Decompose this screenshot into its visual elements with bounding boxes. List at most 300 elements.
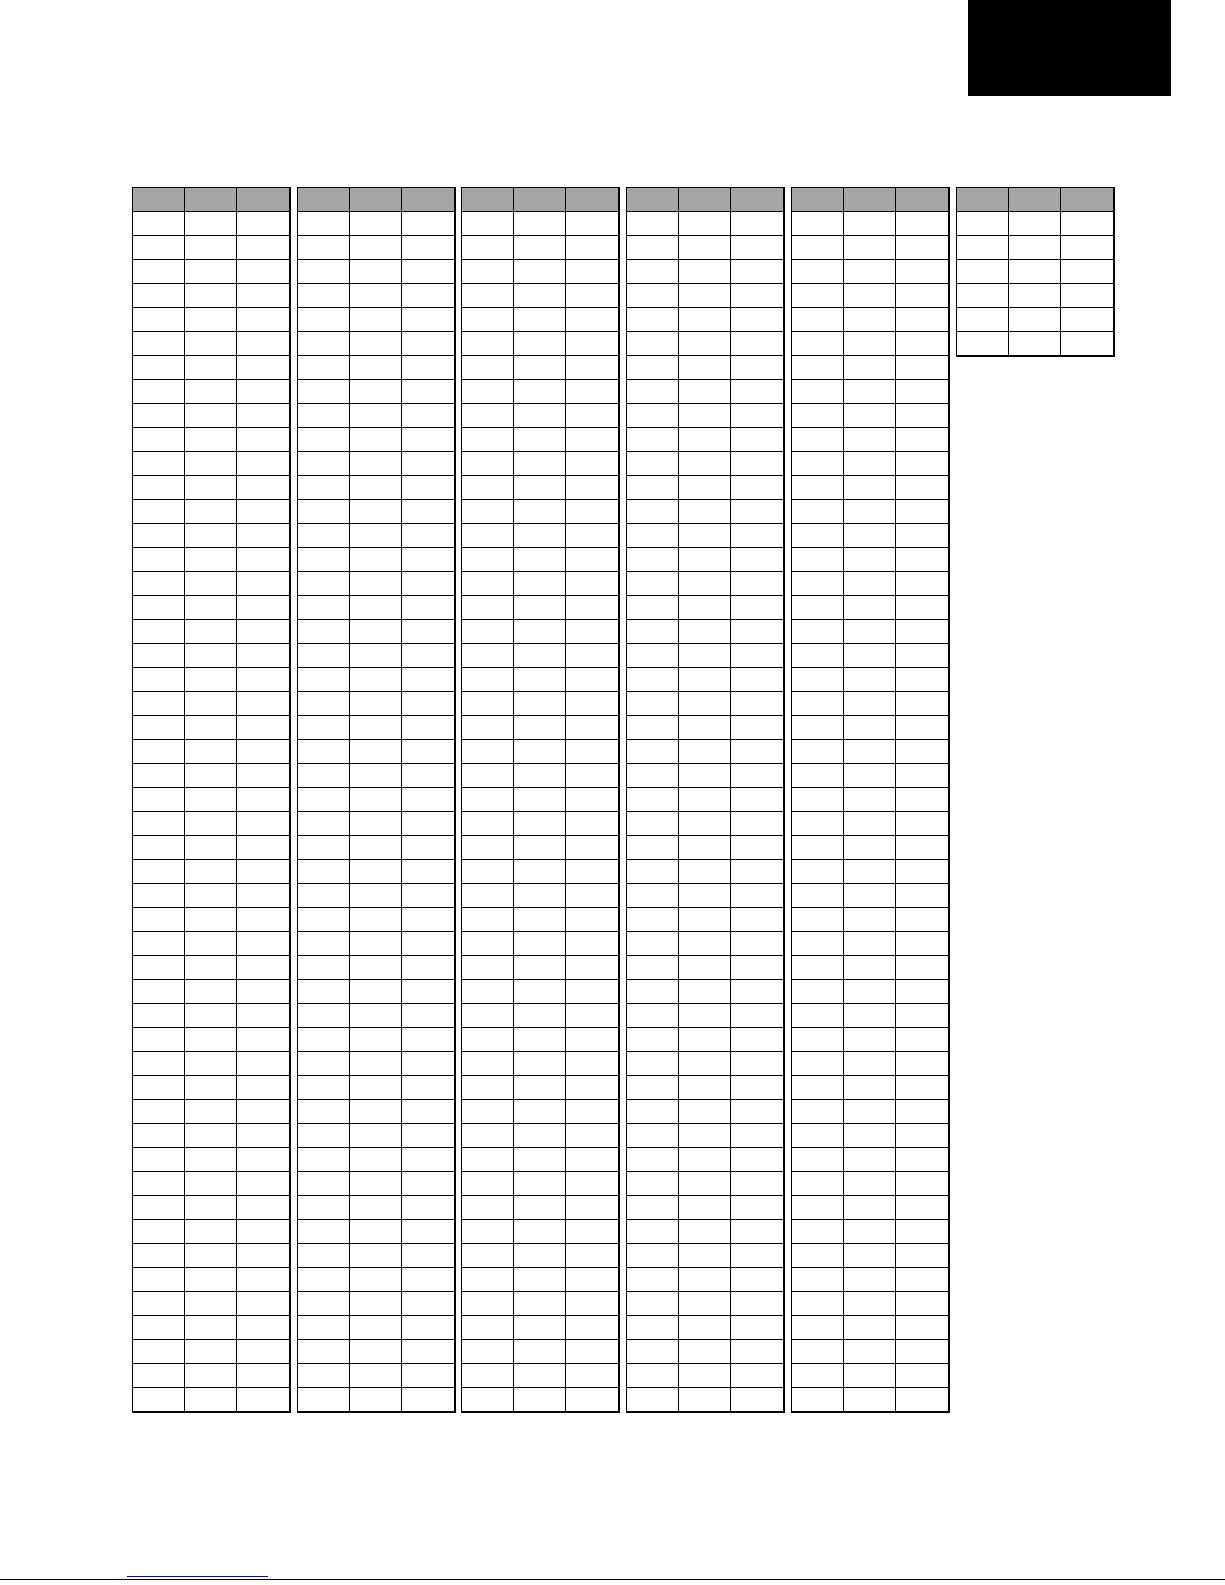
table-row	[627, 1364, 784, 1388]
table-cell	[844, 908, 896, 932]
table-cell	[514, 380, 566, 404]
table-cell	[896, 1268, 949, 1292]
table-row	[133, 644, 290, 668]
table-cell	[462, 524, 514, 548]
table-row	[957, 332, 1114, 356]
table-cell	[792, 548, 844, 572]
table-cell	[1009, 236, 1061, 260]
table-cell	[350, 1364, 402, 1388]
table-cell	[731, 908, 784, 932]
table-cell	[679, 500, 731, 524]
table-cell	[462, 500, 514, 524]
table-cell	[514, 404, 566, 428]
table-cell	[185, 1124, 237, 1148]
table-cell	[792, 1052, 844, 1076]
table-cell	[462, 764, 514, 788]
table-cell	[402, 260, 455, 284]
table-cell	[514, 428, 566, 452]
table-cell	[566, 404, 619, 428]
table-cell	[566, 884, 619, 908]
table-cell	[402, 236, 455, 260]
table-cell	[133, 668, 185, 692]
table-cell	[627, 1028, 679, 1052]
table-cell	[896, 404, 949, 428]
table-row	[462, 404, 619, 428]
table-row	[462, 452, 619, 476]
table-row	[627, 380, 784, 404]
table-cell	[185, 572, 237, 596]
table-row	[462, 308, 619, 332]
table-row	[627, 1028, 784, 1052]
table-row	[133, 476, 290, 500]
table-row	[462, 356, 619, 380]
table-cell	[133, 1388, 185, 1412]
table-cell	[350, 332, 402, 356]
table-cell	[133, 1268, 185, 1292]
table-cell	[402, 356, 455, 380]
table-cell	[514, 572, 566, 596]
table-cell	[350, 932, 402, 956]
table-row	[462, 980, 619, 1004]
table-cell	[731, 884, 784, 908]
table-cell	[679, 1172, 731, 1196]
table-cell	[844, 596, 896, 620]
table-cell	[350, 404, 402, 428]
table-cell	[896, 212, 949, 236]
table-cell	[896, 884, 949, 908]
table-cell	[185, 1388, 237, 1412]
table-row	[298, 356, 455, 380]
table-cell	[679, 380, 731, 404]
table-cell	[185, 908, 237, 932]
table-row	[792, 404, 949, 428]
table-cell	[731, 356, 784, 380]
table-cell	[792, 596, 844, 620]
table-cell	[627, 644, 679, 668]
table-cell	[298, 284, 350, 308]
table-row	[627, 1100, 784, 1124]
table-cell	[350, 1148, 402, 1172]
table-row	[792, 1388, 949, 1412]
table-row	[298, 404, 455, 428]
table-row	[792, 692, 949, 716]
table-cell	[462, 812, 514, 836]
table-cell	[133, 284, 185, 308]
table-cell	[350, 836, 402, 860]
table-cell	[896, 284, 949, 308]
table-cell	[627, 956, 679, 980]
table-cell	[298, 1124, 350, 1148]
table-cell	[462, 1148, 514, 1172]
table-row	[133, 1196, 290, 1220]
table-cell	[185, 596, 237, 620]
table-cell	[566, 308, 619, 332]
table-cell	[731, 1364, 784, 1388]
table-cell	[896, 1004, 949, 1028]
table-row	[792, 212, 949, 236]
table-cell	[402, 932, 455, 956]
table-row	[792, 1244, 949, 1268]
header-cell	[1061, 188, 1114, 212]
table-cell	[627, 404, 679, 428]
table-row	[298, 1364, 455, 1388]
table-cell	[731, 284, 784, 308]
table-row	[133, 1292, 290, 1316]
table-cell	[566, 1196, 619, 1220]
table-cell	[237, 1388, 290, 1412]
table-cell	[1009, 308, 1061, 332]
table-cell	[792, 884, 844, 908]
table-cell	[514, 956, 566, 980]
table-row	[627, 884, 784, 908]
table-row	[792, 980, 949, 1004]
table-cell	[566, 716, 619, 740]
table-row	[133, 716, 290, 740]
table-row	[133, 1052, 290, 1076]
table-cell	[402, 836, 455, 860]
table-cell	[792, 692, 844, 716]
table-cell	[566, 1172, 619, 1196]
table-cell	[679, 1052, 731, 1076]
table-cell	[237, 332, 290, 356]
table-row	[957, 212, 1114, 236]
table-cell	[185, 1316, 237, 1340]
table-cell	[731, 380, 784, 404]
table-cell	[237, 716, 290, 740]
table-cell	[237, 500, 290, 524]
table-cell	[402, 1292, 455, 1316]
table-cell	[133, 980, 185, 1004]
table-cell	[350, 524, 402, 548]
table-row	[627, 1316, 784, 1340]
table-cell	[298, 1028, 350, 1052]
table-row	[627, 236, 784, 260]
table-cell	[402, 1076, 455, 1100]
table-cell	[185, 476, 237, 500]
table-cell	[402, 1268, 455, 1292]
table-cell	[462, 284, 514, 308]
table-cell	[133, 1004, 185, 1028]
table-cell	[462, 1244, 514, 1268]
table-cell	[896, 1220, 949, 1244]
table-cell	[896, 1148, 949, 1172]
table-row	[792, 812, 949, 836]
table-cell	[402, 524, 455, 548]
table-cell	[896, 332, 949, 356]
table-cell	[402, 1004, 455, 1028]
table-cell	[298, 740, 350, 764]
table-cell	[133, 740, 185, 764]
table-cell	[185, 716, 237, 740]
table-cell	[792, 740, 844, 764]
table-cell	[514, 260, 566, 284]
table-cell	[679, 836, 731, 860]
table-cell	[1009, 260, 1061, 284]
table-cell	[731, 1148, 784, 1172]
table-row	[133, 1340, 290, 1364]
table-cell	[185, 836, 237, 860]
table-row	[298, 884, 455, 908]
table-cell	[627, 932, 679, 956]
table-cell	[514, 620, 566, 644]
table-cell	[237, 1268, 290, 1292]
table-row	[298, 1172, 455, 1196]
table-cell	[731, 1052, 784, 1076]
table-cell	[350, 716, 402, 740]
table-cell	[896, 1388, 949, 1412]
table-cell	[844, 284, 896, 308]
table-row	[462, 332, 619, 356]
table-cell	[185, 404, 237, 428]
table-cell	[402, 1316, 455, 1340]
table-cell	[731, 404, 784, 428]
table-cell	[627, 716, 679, 740]
table-row	[627, 860, 784, 884]
table-row	[792, 572, 949, 596]
table-cell	[627, 260, 679, 284]
table-cell	[731, 932, 784, 956]
table-cell	[514, 788, 566, 812]
table-row	[298, 740, 455, 764]
table-cell	[350, 788, 402, 812]
table-row	[792, 932, 949, 956]
table-cell	[627, 668, 679, 692]
table-cell	[627, 1196, 679, 1220]
table-row	[298, 932, 455, 956]
table-cell	[957, 212, 1009, 236]
table-cell	[844, 404, 896, 428]
table-cell	[731, 1244, 784, 1268]
table-cell	[731, 1268, 784, 1292]
table-cell	[627, 1316, 679, 1340]
table-cell	[514, 1244, 566, 1268]
table-cell	[731, 1124, 784, 1148]
table-row	[298, 212, 455, 236]
table-cell	[298, 1364, 350, 1388]
table-cell	[844, 212, 896, 236]
table-row	[792, 1268, 949, 1292]
table-cell	[731, 716, 784, 740]
table-row	[792, 1100, 949, 1124]
table-cell	[844, 1052, 896, 1076]
table-cell	[679, 1220, 731, 1244]
table-cell	[627, 1172, 679, 1196]
table-cell	[237, 1052, 290, 1076]
table-cell	[350, 956, 402, 980]
table-cell	[298, 956, 350, 980]
table-cell	[350, 1172, 402, 1196]
table-3	[461, 187, 620, 1413]
table-cell	[237, 860, 290, 884]
table-cell	[237, 692, 290, 716]
table-cell	[679, 596, 731, 620]
table-cell	[185, 620, 237, 644]
table-cell	[402, 1364, 455, 1388]
table-cell	[350, 1004, 402, 1028]
table-row	[627, 764, 784, 788]
table-cell	[350, 212, 402, 236]
table-cell	[792, 932, 844, 956]
table-cell	[237, 284, 290, 308]
table-cell	[185, 980, 237, 1004]
table-cell	[185, 932, 237, 956]
table-cell	[237, 812, 290, 836]
table-cell	[792, 356, 844, 380]
table-cell	[844, 1388, 896, 1412]
table-cell	[402, 500, 455, 524]
table-cell	[514, 932, 566, 956]
table-cell	[792, 1004, 844, 1028]
table-cell	[350, 308, 402, 332]
table-cell	[462, 236, 514, 260]
table-cell	[237, 428, 290, 452]
table-cell	[350, 740, 402, 764]
table-cell	[566, 764, 619, 788]
table-row	[133, 1364, 290, 1388]
table-row	[133, 740, 290, 764]
table-row	[462, 596, 619, 620]
table-cell	[402, 1196, 455, 1220]
table-cell	[792, 1292, 844, 1316]
table-cell	[298, 1004, 350, 1028]
table-cell	[896, 692, 949, 716]
table-cell	[462, 692, 514, 716]
table-cell	[402, 596, 455, 620]
table-cell	[402, 1244, 455, 1268]
table-cell	[566, 1388, 619, 1412]
footer-link-underline[interactable]	[127, 1576, 268, 1577]
table-row	[298, 668, 455, 692]
table-cell	[237, 548, 290, 572]
table-row	[133, 1388, 290, 1412]
table-cell	[350, 356, 402, 380]
table-cell	[185, 644, 237, 668]
table-cell	[566, 524, 619, 548]
table-row	[298, 380, 455, 404]
table-row	[298, 1340, 455, 1364]
table-cell	[514, 1292, 566, 1316]
table-cell	[566, 1100, 619, 1124]
table-row	[627, 1004, 784, 1028]
table-cell	[133, 548, 185, 572]
table-row	[792, 548, 949, 572]
table-cell	[350, 284, 402, 308]
table-row	[462, 1268, 619, 1292]
table-cell	[298, 668, 350, 692]
table-row	[627, 692, 784, 716]
table-row	[627, 788, 784, 812]
table-cell	[731, 668, 784, 692]
table-cell	[957, 284, 1009, 308]
table-cell	[679, 1364, 731, 1388]
table-row	[792, 356, 949, 380]
table-row	[298, 500, 455, 524]
table-row	[792, 1316, 949, 1340]
table-row	[298, 1052, 455, 1076]
table-row	[298, 1196, 455, 1220]
table-cell	[844, 1268, 896, 1292]
table-cell	[514, 1100, 566, 1124]
table-cell	[237, 1220, 290, 1244]
table-cell	[402, 644, 455, 668]
table-cell	[844, 356, 896, 380]
table-row	[462, 932, 619, 956]
table-cell	[237, 260, 290, 284]
table-cell	[514, 212, 566, 236]
table-cell	[133, 1028, 185, 1052]
table-row	[462, 1028, 619, 1052]
table-row	[462, 716, 619, 740]
table-cell	[133, 500, 185, 524]
table-cell	[792, 1196, 844, 1220]
table-cell	[566, 212, 619, 236]
table-cell	[298, 932, 350, 956]
table-cell	[402, 860, 455, 884]
table-row	[133, 932, 290, 956]
table-cell	[350, 764, 402, 788]
table-row	[792, 596, 949, 620]
table-cell	[844, 1124, 896, 1148]
table-row	[627, 524, 784, 548]
table-cell	[566, 836, 619, 860]
table-cell	[237, 668, 290, 692]
table-row	[462, 284, 619, 308]
table-cell	[514, 308, 566, 332]
table-row	[792, 668, 949, 692]
table-cell	[566, 740, 619, 764]
header-cell	[237, 188, 290, 212]
table-cell	[792, 1244, 844, 1268]
table-cell	[133, 236, 185, 260]
table-row	[298, 836, 455, 860]
table-cell	[133, 308, 185, 332]
table-row	[298, 788, 455, 812]
table-cell	[731, 812, 784, 836]
table-cell	[298, 1052, 350, 1076]
table-row	[792, 1148, 949, 1172]
table-cell	[844, 1220, 896, 1244]
table-cell	[731, 428, 784, 452]
table-cell	[896, 764, 949, 788]
table-row	[627, 308, 784, 332]
table-cell	[1061, 284, 1114, 308]
table-cell	[679, 572, 731, 596]
table-cell	[462, 1172, 514, 1196]
table-cell	[237, 1316, 290, 1340]
table-cell	[844, 668, 896, 692]
table-cell	[298, 380, 350, 404]
table-cell	[185, 308, 237, 332]
table-cell	[844, 260, 896, 284]
table-4	[626, 187, 785, 1413]
table-cell	[792, 404, 844, 428]
table-cell	[133, 476, 185, 500]
table-row	[462, 572, 619, 596]
table-cell	[896, 524, 949, 548]
table-cell	[185, 788, 237, 812]
table-row	[133, 572, 290, 596]
table-cell	[237, 452, 290, 476]
table-cell	[627, 1388, 679, 1412]
table-cell	[731, 452, 784, 476]
table-cell	[792, 500, 844, 524]
table-cell	[514, 1052, 566, 1076]
table-row	[462, 428, 619, 452]
table-cell	[237, 212, 290, 236]
table-cell	[792, 1172, 844, 1196]
table-cell	[133, 932, 185, 956]
table-row	[627, 1196, 784, 1220]
